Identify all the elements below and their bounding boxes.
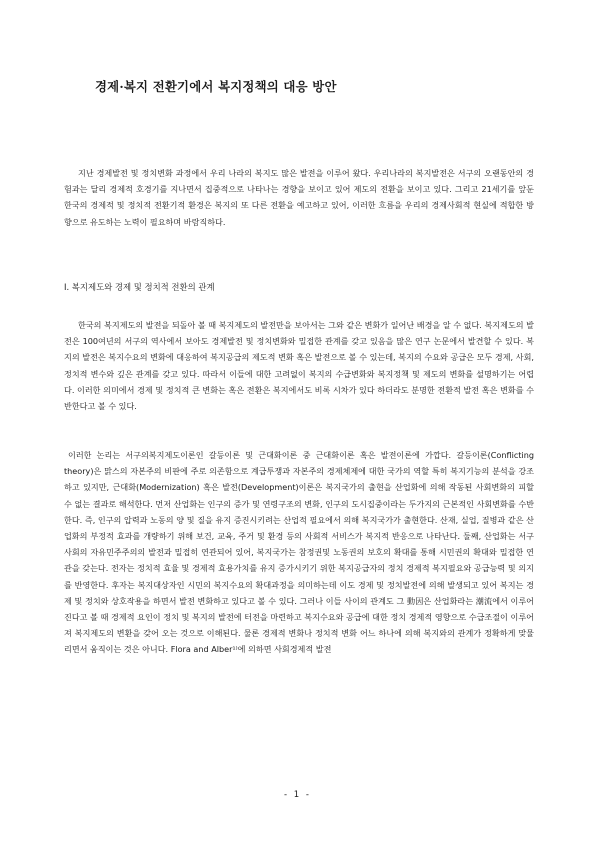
section-paragraph: 한국의 복지제도의 발전을 되돌아 볼 때 복지제도의 발전만을 보아서는 그와 같은 변화가 일어난 배경을 알 수 없다. 복지제도의 발전은 100여년의 서구의 역사에서 보아도 경제발전 및 정치변화와 밀접한 관계를 갖고 있음을 많은 연구 논문에서 발견할 수 있다. 복지의 발전은 복지수요의 변화에 대응하여 복지공급의 제도적 변화 혹은 발전으로 볼 수 있는데, 복지의 수요와 공급은 모두 경제, 사회, 정치적 변수와 깊은 관계를 갖고 있다. 따라서 이들에 대한 고려없이 복지의 수급변화와 복지정책 및 제도의 변화를 설명하기는 어렵다. 이러한 의미에서 경제 및 정치적 큰 변화는 혹은 전환은 복지에서도 비록 시차가 있다 하더라도 분명한 전환적 발전 혹은 변화를 수반한다고 볼 수 있다. xyxy=(64,320,534,412)
document-title: 경제·복지 전환기에서 복지정책의 대응 방안 xyxy=(95,79,337,94)
section-paragraph: 이러한 논리는 서구의복지제도이론인 갈등이론 및 근대화이론 중 근대화이론 혹은 발전이론에 가깝다. 갈등이론(Conflicting theory)은 맑스의 자본주의 비판에 주로 의존함으로 계급투쟁과 자본주의 경제체제에 대한 국가의 역할 특히 복지기능의 분석을 강조하고 있지만, 근대화(Modernization) 혹은 발전(Development)이론은 복지국가의 출현을 산업화에 의해 작동된 사회변화의 피할 수 없는 결과로 해석한다. 먼저 산업화는 인구의 증가 및 연령구조의 변화, 인구의 도시집중이라는 두가지의 근본적인 사회변화를 수반한다. 즉, 인구의 압력과 노동의 양 및 질을 유지 증진시키려는 산업적 필요에서 의해 복지국가가 출현한다. 산재, 실업, 질병과 같은 산업화의 부정적 효과를 개량하기 위해 보건, 교육, 주거 및 환경 등의 사회적 서비스가 복지적 반응으로 나타난다. 둘째, 산업화는 서구사회의 자유민주주의의 발전과 밀접히 연관되어 있어, 복지국가는 참정권및 노동권의 보호의 확대를 통해 시민권의 확대와 밀접한 연관을 갖는다. 전자는 정치적 효율 및 경제적 효용가치를 유지 증가시키기 위한 복지공급자의 정치 경제적 복지필요와 공급능력 및 의지를 반영한다. 후자는 복지대상자인 시민의 복지수요의 확대과정을 의미하는데 이도 경제 및 정치발전에 의해 발생되고 있어 복지는 경제 및 정치와 상호작용을 하면서 발전 변화하고 있다고 볼 수 있다. 그러나 이들 사이의 관계도 그 動因은 산업화라는 潮流에서 이루어진다고 볼 때 경제적 요인이 정치 및 복지의 발전에 터전을 마련하고 복지수요와 공급에 대한 정치 경제적 영향으로 수급조절이 이루어져 복지제도의 변환을 갖어 오는 것으로 이해된다. 물론 경제적 변화나 정치적 변화 어느 하나에 의해 복지와의 관계가 정확하게 맞물리면서 움직이는 것은 아니다. Flora and Alber¹⁾에 의하면 사회경제적 발전 xyxy=(64,450,534,655)
intro-paragraph: 지난 경제발전 및 정치변화 과정에서 우리 나라의 복지도 많은 발전을 이루어 왔다. 우리나라의 복지발전은 서구의 오랜동안의 경험과는 달리 경제적 호경기를 지나면서 집중적으로 나타나는 경향을 보이고 있어 제도의 전환을 보이고 있다. 그리고 21세기를 앞둔 한국의 경제적 및 정치적 전환기적 환경은 복지의 또 다른 전환을 예고하고 있어, 이러한 흐름을 우리의 경제사회적 현실에 적합한 방향으로 유도하는 노력이 필요하며 바람직하다. xyxy=(64,168,534,227)
section-heading: Ⅰ. 복지제도와 경제 및 정치적 전환의 관계 xyxy=(64,282,215,292)
page-number: - 1 - xyxy=(284,790,311,800)
